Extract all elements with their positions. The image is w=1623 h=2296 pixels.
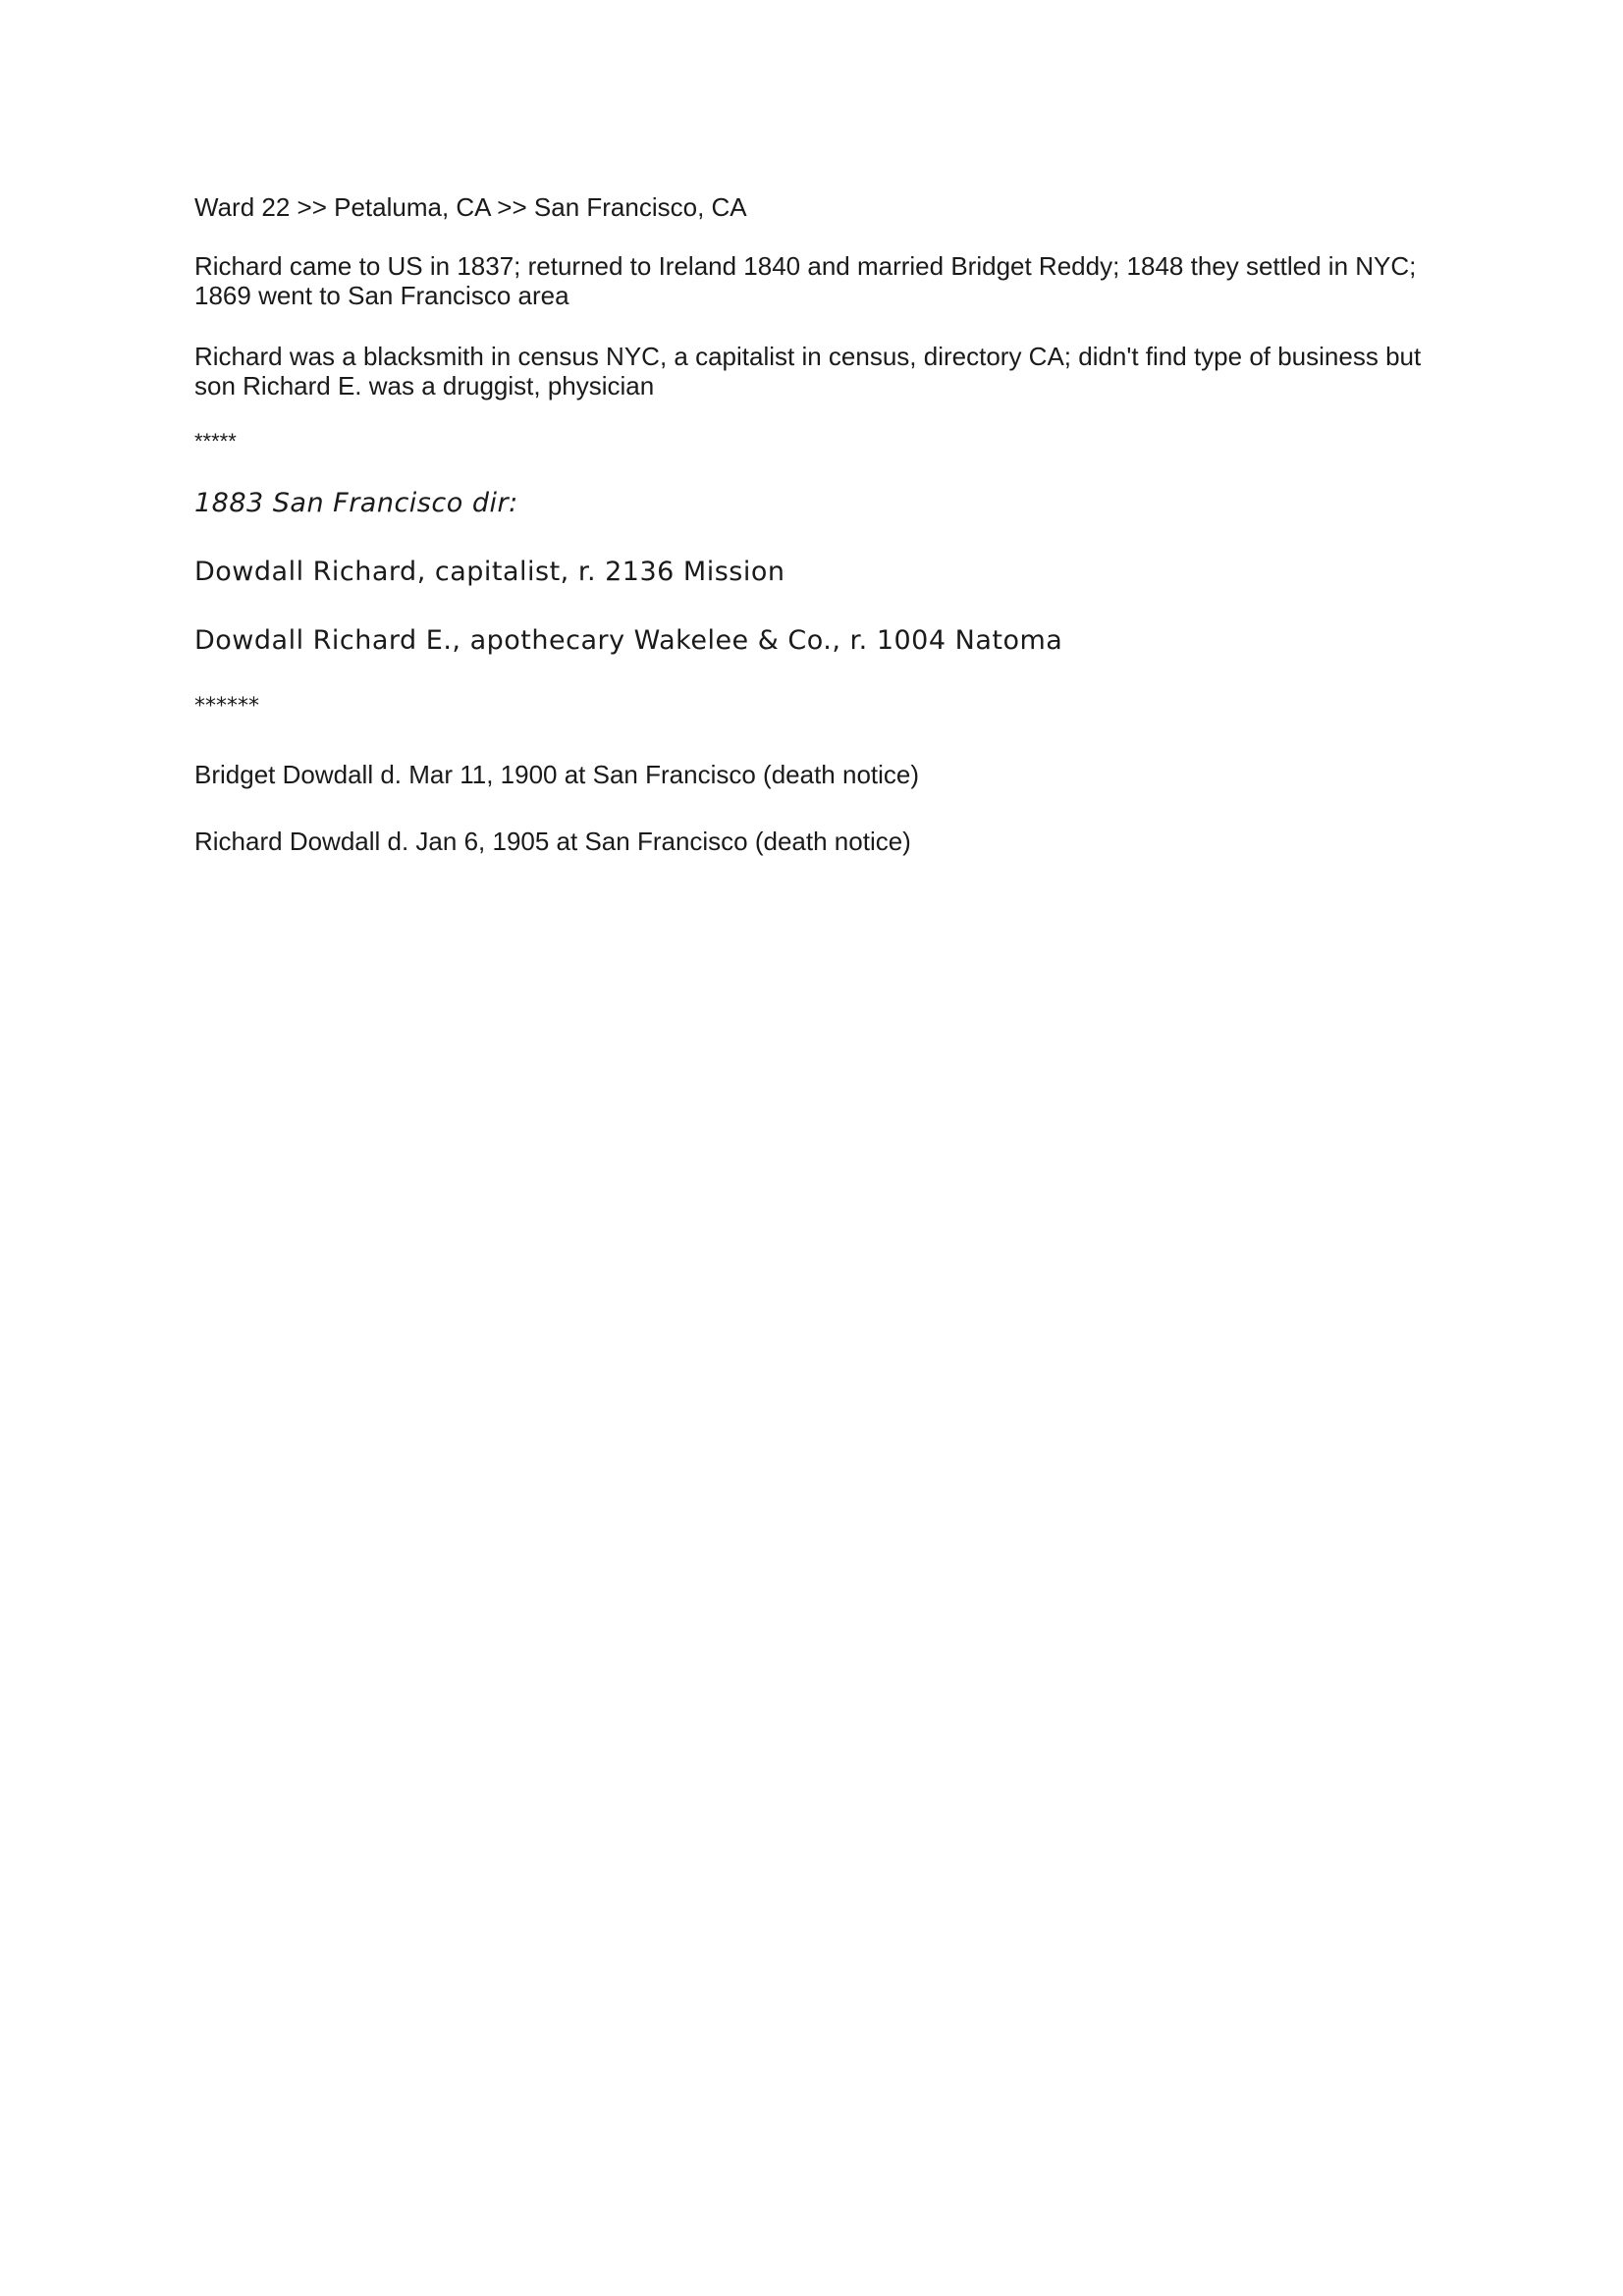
separator: ******	[194, 694, 259, 719]
occupation-paragraph: Richard was a blacksmith in census NYC, a capitalist in census, directory CA; didn't find type of business but son Richard E. was a druggist, physician	[194, 342, 1422, 400]
death-notice: Richard Dowdall d. Jan 6, 1905 at San Francisco (death notice)	[194, 827, 911, 856]
separator: *****	[194, 429, 237, 454]
death-notice: Bridget Dowdall d. Mar 11, 1900 at San Francisco (death notice)	[194, 760, 920, 789]
history-paragraph: Richard came to US in 1837; returned to Ireland 1840 and married Bridget Reddy; 1848 they settled in NYC; 1869 went to San Francisco area	[194, 251, 1417, 310]
directory-heading: 1883 San Francisco dir:	[194, 488, 518, 518]
directory-entry: Dowdall Richard, capitalist, r. 2136 Mission	[194, 557, 785, 587]
route-line: Ward 22 >> Petaluma, CA >> San Francisco, CA	[194, 192, 747, 222]
document-body	[194, 192, 1432, 856]
directory-entry: Dowdall Richard E., apothecary Wakelee & Co., r. 1004 Natoma	[194, 625, 1063, 656]
